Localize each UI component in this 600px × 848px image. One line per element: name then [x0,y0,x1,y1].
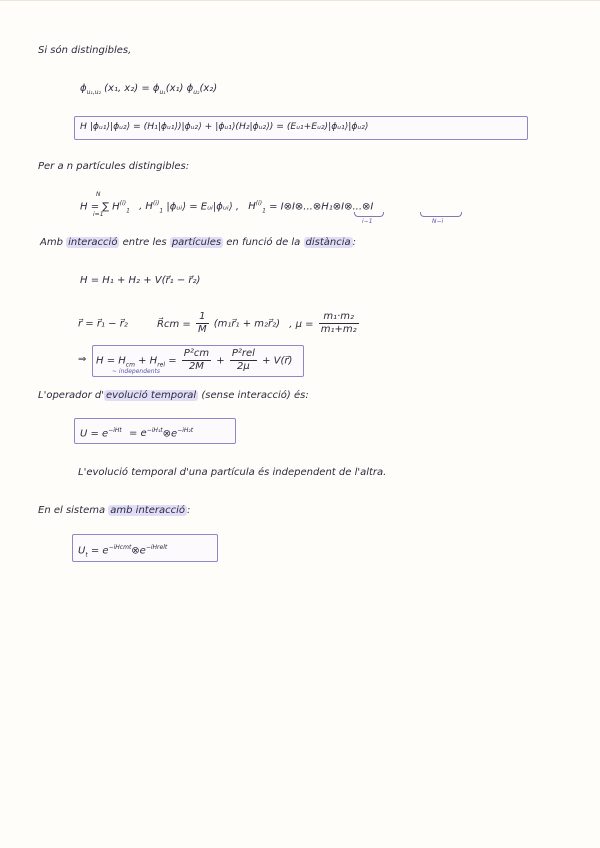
equation-interacting-hamiltonian: H = H₁ + H₂ + V(r⃗₁ − r⃗₂) [80,275,201,286]
brace-label-n-minus-i: N−i [432,218,444,225]
text-en-el-sistema: En el sistema amb interacció : [38,505,191,516]
fraction-reduced-mass: $\frac{\text{m₁·m₂}}{\text{m₁+m₂}}$ [320,311,357,335]
brace-left-identities [354,212,384,217]
fraction-prel-over-2mu: $\frac{\text{P²rel}}{2\mu}$ [231,348,255,372]
equation-relative-and-cm-coordinates: r⃗ = r⃗₁ − r⃗₂ R⃗cm = $\frac{1}{M}$ (m₁r⃗₁ + m₂r⃗₂) , μ = $\frac{\text{m₁·m₂}}{\text{m₁+m₂}}$ [78,311,357,335]
text-per-a-n-particules: Per a n partícules distingibles: [38,161,190,172]
highlight-interaccio: interacció [68,237,118,248]
sum-lower-limit: i=1 [93,211,104,218]
equation-product-wavefunction: $\phi_{u_1,u_2}$ (x₁, $x_2) = \phi_{u_1}(x_1)$ $\phi_{u_2}(x_2)$ [80,83,218,96]
annotation-independents: ~ independents [112,368,160,375]
implies-arrow: ⇒ [78,354,87,365]
brace-label-i-minus-1: i−1 [362,218,373,225]
equation-n-particle-hamiltonian: H = ∑ $H^{(i)}_1$ , $H^{(i)}_1$ |ϕᵤᵢ⟩ = Eᵤᵢ|ϕᵤᵢ⟩ , $H^{(i)}_1$ = I⊗I⊗...⊗H₁⊗I⊗...⊗I [80,200,374,215]
sum-upper-limit: N [96,191,101,198]
page-top-edge [0,0,600,1]
highlight-distancia: distància [305,237,351,248]
equation-hamiltonian-action: H |ϕᵤ₁⟩|ϕᵤ₂⟩ = (H₁|ϕᵤ₁⟩)|ϕᵤ₂⟩ + |ϕᵤ₁⟩(H₂|ϕᵤ₂⟩) = (Eᵤ₁+Eᵤ₂)|ϕᵤ₁⟩|ϕᵤ₂⟩ [80,121,369,132]
highlight-amb-interaccio: amb interacció [110,505,185,516]
fraction-pcm-over-2m: $\frac{\text{P²cm}}{2M}$ [183,348,210,372]
fraction-one-over-m: $\frac{1}{M}$ [197,311,207,335]
text-si-son-distingibles: Si són distingibles, [38,45,132,56]
equation-interacting-evolution: $U_t$ = $e^{-iHcmt}\otimes e^{-iHrelt}$ [78,544,168,559]
brace-right-identities [420,212,462,217]
equation-separated-hamiltonian: $H = H_{cm} + H_{rel}$ = $\frac{\text{P²cm}}{2M}$ + $\frac{\text{P²rel}}{2\mu}$ + V(r⃗) [96,348,293,372]
text-amb-interaccio: Amb interacció entre les partícules en funció de la distància : [40,237,357,248]
equation-evolution-operator: $U = e^{-iHt}$ = $e^{-iH_1t}\otimes e^{-iH_2t}$ [80,427,194,440]
highlight-particules: partícules [171,237,222,248]
text-operador-evolucio: L'operador d' evolució temporal (sense interacció) és: [38,390,309,401]
highlight-evolucio-temporal: evolució temporal [106,390,197,401]
text-evolucio-independent: L'evolució temporal d'una partícula és independent de l'altra. [78,467,387,478]
